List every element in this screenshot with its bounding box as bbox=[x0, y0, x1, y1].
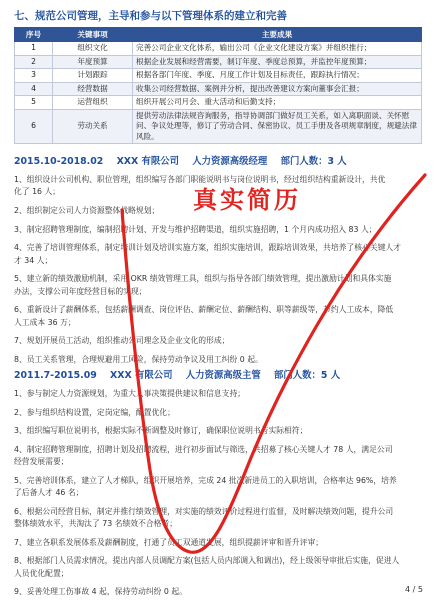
job-company: XXX 有限公司 bbox=[110, 370, 173, 381]
duty-line: 6、重新设计了薪酬体系，包括薪酬调查、岗位评估、薪酬定位、薪酬结构、职等薪级等，节约人工成本，降低 bbox=[14, 305, 394, 315]
row-no: 2 bbox=[15, 55, 53, 69]
page-number: 4 / 5 bbox=[405, 585, 423, 594]
row-no: 6 bbox=[15, 109, 53, 144]
row-item: 劳动关系 bbox=[53, 109, 133, 144]
duty-line: 4、完善了培训管理体系，制定培训计划及培训实施方案，组织实施培训，跟踪培训效果，共培养了核心关键人才 bbox=[14, 243, 402, 253]
duty-line: 6、根据公司经营目标，制定并推行绩效管理，对实施的绩效评价过程进行监督，及时解决绩效问题，提升公司 bbox=[14, 506, 394, 516]
row-item: 经营数据 bbox=[53, 82, 133, 96]
row-item: 组织文化 bbox=[53, 42, 133, 56]
row-item: 年度预算 bbox=[53, 55, 133, 69]
duty-line: 9、妥善处理工伤事故 4 起，保持劳动纠纷 0 起。 bbox=[14, 587, 187, 597]
duty-line: 7、建立各职系发展体系及薪酬制度，打通了员工双通道发展，组织提薪评审和晋升评审； bbox=[14, 537, 324, 547]
row-item: 运营组织 bbox=[53, 96, 133, 110]
duty-line: 3、制定招聘管理制度，编制招聘计划、开发与维护招聘渠道，组织实施招聘，1 个月内成功招入 83 人； bbox=[14, 224, 377, 234]
duty-line: 整体绩效水平，共淘汰了 73 名绩效不合格者； bbox=[14, 519, 178, 529]
duty-line: 8、员工关系管理，合理规避用工风险，保持劳动争议及用工纠纷 0 起。 bbox=[14, 354, 263, 364]
table-header-result: 主要成果 bbox=[133, 28, 422, 42]
duty-line: 1、参与制定人力资源规划，为重大人事决策提供建议和信息支持； bbox=[14, 389, 246, 398]
table-header-item: 关键事项 bbox=[53, 28, 133, 42]
duty-line: 5、建立新的绩效激励机制，采用 OKR 绩效管理工具，组织与指导各部门绩效管理，提出激励计划和具体实施 bbox=[14, 274, 392, 284]
job-title: 人力资源高级主管 bbox=[185, 370, 261, 381]
duty-line: 4、制定招聘管理制度，招聘计划及招聘流程，进行初步面试与筛选，共招募了核心关键人才 78 人，满足公司 bbox=[14, 444, 393, 454]
duty-line: 8、根据部门人员需求情况，提出内部人员调配方案(包括人员内部调入和调出)，经上级领导审批后实施，促进人 bbox=[14, 556, 400, 566]
row-result: 收集公司经营数据、案例并分析，提出改善建议方案向董事会汇报； bbox=[133, 82, 422, 96]
duty-line: 人工成本 36 万； bbox=[14, 317, 76, 327]
row-no: 5 bbox=[15, 96, 53, 110]
duty-line: 人员优化配置； bbox=[14, 568, 69, 578]
duty-line: 办法，支撑公司年度经营目标的实现； bbox=[14, 286, 147, 296]
row-result: 根据各部门年度、季度、月度工作计划及目标责任，跟踪执行情况； bbox=[133, 69, 422, 83]
job-title: 人力资源高级经理 bbox=[192, 156, 268, 167]
duty-line: 5、完善培训体系，建立了人才梯队，组织开展培养，完成 24 批次新进员工的入职培训，合格率达 96%，培养 bbox=[14, 475, 397, 485]
duty-line: 1、组织设计公司机构、职位管理，组织编写各部门职能说明书与岗位说明书，经过组织结构重新设计，共优 bbox=[14, 175, 386, 184]
job-period: 2011.7-2015.09 bbox=[14, 370, 97, 381]
authenticity-stamp: 真实简历 bbox=[193, 186, 301, 214]
duty-line: 3、组织编写职位说明书，根据实际不断调整及时修订，确保职位说明书与实际相符； bbox=[14, 426, 308, 436]
duty-line: 化了 16 人； bbox=[14, 187, 61, 197]
duty-line: 7、规划开展员工活动，组织推动公司理念及企业文化的形成； bbox=[14, 336, 230, 346]
row-result: 根据企业发展和经营需要，制订年度、季度总预算，并监控年度预算； bbox=[133, 55, 422, 69]
row-result: 提供劳动法律法规咨询服务，指导协调部门做好员工关系，如入离职面谈、关怀慰问、争议处理等，修订了劳动合同、保密协议、员工手册及各项规章制度，规避法律风险。 bbox=[133, 109, 422, 144]
section-title: 七、规范公司管理，主导和参与以下管理体系的建立和完善 bbox=[14, 10, 287, 22]
job-dept: 部门人数：3 人 bbox=[280, 156, 347, 167]
duty-line: 2、参与组织结构设置，定岗定编，配置优化； bbox=[14, 407, 175, 417]
duty-line: 2、组织制定公司人力资源整体战略规划； bbox=[14, 206, 160, 215]
row-result: 组织开展公司月会、重大活动和后勤支持； bbox=[133, 96, 422, 110]
duty-line: 才 34 人； bbox=[14, 255, 53, 265]
row-no: 4 bbox=[15, 82, 53, 96]
row-result: 完善公司企业文化体系，输出公司《企业文化建设方案》并组织推行； bbox=[133, 42, 422, 56]
row-item: 计划跟踪 bbox=[53, 69, 133, 83]
row-no: 1 bbox=[15, 42, 53, 56]
row-no: 3 bbox=[15, 69, 53, 83]
duty-line: 经营发展需要； bbox=[14, 457, 69, 467]
table-header-no: 序号 bbox=[15, 28, 53, 42]
job-dept: 部门人数：5 人 bbox=[274, 370, 341, 381]
job-company: XXX 有限公司 bbox=[116, 156, 180, 167]
job-period: 2015.10-2018.02 bbox=[14, 156, 104, 167]
duty-line: 了后备人才 46 名； bbox=[14, 488, 84, 498]
